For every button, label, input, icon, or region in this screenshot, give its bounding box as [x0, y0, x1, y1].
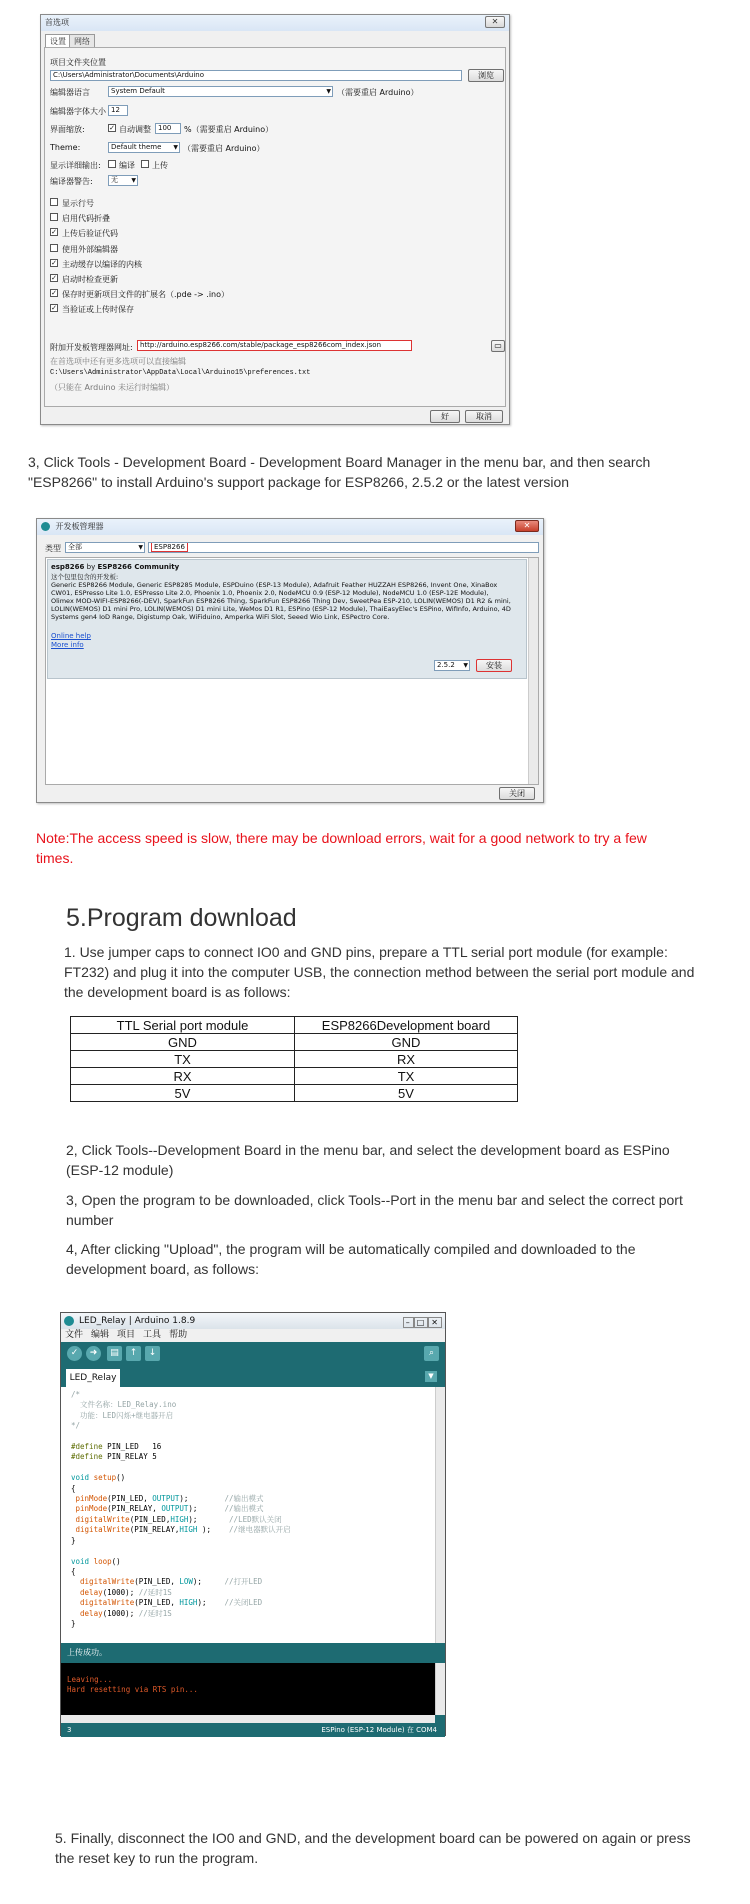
warnings-label: 编译器警告:	[50, 177, 93, 186]
table-cell: TX	[71, 1051, 295, 1068]
console-scrollbar[interactable]	[435, 1663, 445, 1715]
chevron-down-icon: ▼	[326, 88, 331, 95]
board-search-value: ESP8266	[151, 542, 188, 552]
arduino-icon	[41, 522, 50, 531]
line-number: 3	[67, 1726, 72, 1734]
preference-checkbox-label: 启动时检查更新	[62, 275, 118, 284]
preferences-dialog	[40, 14, 510, 425]
chevron-down-icon: ▼	[138, 544, 143, 551]
verbose-upload-label: 上传	[152, 161, 168, 170]
console-output	[61, 1663, 435, 1715]
preference-checkbox-label: 显示行号	[62, 199, 94, 208]
theme-value: Default theme	[111, 143, 162, 151]
ide-title: LED_Relay | Arduino 1.8.9	[79, 1316, 196, 1326]
tab-led-relay[interactable]: LED_Relay	[66, 1369, 120, 1387]
preference-checkbox-label: 启用代码折叠	[62, 214, 110, 224]
warnings-select[interactable]	[108, 175, 138, 186]
preference-checkbox[interactable]	[50, 213, 58, 221]
ide-toolbar	[61, 1342, 445, 1366]
sketchbook-label: 项目文件夹位置	[50, 58, 106, 67]
window-icon[interactable]: ▭	[491, 340, 505, 352]
boards-manager-title	[37, 519, 543, 535]
table-cell: 5V	[295, 1085, 518, 1102]
type-label: 类型	[45, 544, 61, 553]
boards-url-label: 附加开发板管理器网址:	[50, 343, 133, 352]
menu-help[interactable]: 帮助	[169, 1330, 188, 1340]
preference-checkbox-label: 保存时更新项目文件的扩展名（.pde -> .ino）	[62, 290, 230, 300]
upload-icon[interactable]: ➜	[86, 1346, 101, 1361]
board-list	[45, 557, 539, 785]
minimize-icon[interactable]: –	[403, 1317, 414, 1328]
editor-scrollbar[interactable]	[435, 1387, 445, 1643]
open-icon[interactable]: ↑	[126, 1346, 141, 1361]
table-cell: TX	[295, 1068, 518, 1085]
console-line: Hard resetting via RTS pin...	[67, 1685, 198, 1694]
menu-edit[interactable]: 编辑	[91, 1330, 110, 1340]
preference-checkbox-label: 主动缓存以编译的内核	[62, 259, 142, 269]
menu-file[interactable]: 文件	[65, 1330, 84, 1340]
connection-table	[70, 1016, 518, 1102]
step4-text: 4, After clicking "Upload", the program will be automatically compiled and downloaded to the development board, as follows:	[66, 1241, 636, 1277]
package-author: ESP8266 Community	[97, 563, 180, 571]
upload-status: 上传成功。	[61, 1643, 445, 1663]
chevron-down-icon: ▼	[131, 177, 136, 184]
language-value: System Default	[111, 87, 165, 95]
verify-icon[interactable]: ✓	[67, 1346, 82, 1361]
console-hscrollbar[interactable]	[61, 1715, 435, 1723]
note-text: Note:The access speed is slow, there may be download errors, wait for a good network to try a few times.	[36, 830, 647, 866]
verbose-label: 显示详细输出:	[50, 161, 101, 170]
ok-button[interactable]: 好	[430, 410, 460, 423]
board-port: ESPino (ESP-12 Module) 在 COM4	[321, 1726, 437, 1734]
scale-label: 界面缩放:	[50, 125, 85, 134]
theme-select[interactable]	[108, 142, 180, 153]
preference-checkbox-label: 当验证或上传时保存	[62, 305, 134, 315]
language-label: 编辑器语言	[50, 88, 90, 97]
verbose-upload-checkbox[interactable]	[141, 160, 149, 168]
preference-checkbox[interactable]: ✓	[51, 258, 57, 267]
preferences-title: 首选项	[41, 15, 509, 31]
table-row	[71, 1034, 518, 1051]
maximize-icon[interactable]: □	[414, 1317, 429, 1328]
table-row	[71, 1051, 518, 1068]
save-icon[interactable]: ↓	[145, 1346, 160, 1361]
package-header	[51, 563, 179, 571]
step5-text: 5. Finally, disconnect the IO0 and GND, and the development board can be powered on again or press the reset key to run the program.	[55, 1830, 691, 1866]
list-item[interactable]	[47, 559, 527, 679]
table-cell: RX	[71, 1068, 295, 1085]
preference-checkbox-label: 上传后验证代码	[62, 229, 118, 239]
table-row	[71, 1085, 518, 1102]
close-button[interactable]: 关闭	[499, 787, 535, 800]
version-value: 2.5.2	[437, 661, 455, 669]
boards-url-input[interactable]: http://arduino.esp8266.com/stable/package_esp8266com_index.json	[137, 340, 412, 351]
preference-checkbox[interactable]: ✓	[51, 289, 57, 298]
preference-checkbox[interactable]: ✓	[51, 274, 57, 282]
preference-checkbox[interactable]	[50, 244, 58, 252]
table-row	[71, 1068, 518, 1085]
menu-tools[interactable]: 工具	[143, 1330, 162, 1340]
verbose-compile-checkbox[interactable]	[108, 160, 116, 168]
step3-text: 3, Click Tools - Development Board - Development Board Manager in the menu bar, and then search "ESP8266" to install Arduino's support package for ESP8266, 2.5.2 or the latest version	[28, 454, 651, 490]
ide-title-bar	[61, 1313, 445, 1329]
code-editor[interactable]: /* 文件名称：LED_Relay.ino 功能：LED闪烁+继电器开启 */ #define PIN_LED 16 #define PIN_RELAY 5 void setup() { pinMode(PIN_LED, OUTPUT); //输出模式 pinMode(PIN_RELAY, OUTPUT); //输出模式 digitalWrite(PIN_LED,HIGH); //LED默认关闭 digitalWrite(PIN_RELAY,HIGH ); //继电器默认开启 } void loop() { digitalWrite(PIN_LED, LOW); //打开LED delay(1000); //延时1S digitalWrite(PIN_LED, HIGH); //关闭LED delay(1000); //延时1S }	[61, 1387, 435, 1643]
close-icon[interactable]: ✕	[428, 1317, 442, 1328]
table-cell: RX	[295, 1051, 518, 1068]
chevron-down-icon: ▼	[173, 144, 178, 151]
online-help-link[interactable]: Online help	[51, 632, 91, 640]
preference-checkbox[interactable]	[50, 198, 58, 206]
theme-label: Theme:	[50, 143, 81, 152]
font-size-input[interactable]: 12	[108, 105, 128, 116]
tab-settings[interactable]: 设置	[45, 34, 71, 48]
arduino-icon	[64, 1316, 74, 1326]
new-icon[interactable]: ▤	[107, 1346, 122, 1361]
close-icon[interactable]: ✕	[485, 16, 505, 28]
console-line: Leaving...	[67, 1675, 113, 1684]
prefs-file-path: C:\Users\Administrator\AppData\Local\Arduino15\preferences.txt	[50, 369, 311, 377]
table-cell: GND	[295, 1034, 518, 1051]
arduino-ide-window	[60, 1312, 446, 1736]
table-header: TTL Serial port module	[71, 1017, 295, 1034]
package-name: esp8266	[51, 563, 85, 571]
table-cell: GND	[71, 1034, 295, 1051]
settings-panel	[44, 47, 506, 407]
version-select[interactable]	[434, 660, 470, 671]
chevron-down-icon: ▼	[463, 662, 468, 669]
preference-checkbox[interactable]: ✓	[51, 304, 57, 313]
more-prefs-note: 在首选项中还有更多选项可以直接编辑	[50, 357, 186, 366]
step2-text: 2, Click Tools--Development Board in the menu bar, and select the development board as ESPino (ESP-12 module)	[66, 1142, 670, 1178]
more-info-link[interactable]: More info	[51, 641, 84, 649]
scale-note: %（需要重启 Arduino）	[184, 125, 274, 134]
package-boards: Generic ESP8266 Module, Generic ESP8285 Module, ESPDuino (ESP-13 Module), Adafruit Feather HUZZAH ESP8266, Invent One, XinaBox CW01, ESPresso Lite 1.0, ESPresso Lite 2.0, Phoenix 1.0, Phoenix 2.0, NodeMCU 0.9 (ESP-12 Module), NodeMCU 1.0 (ESP-12E Module), Olimex MOD-WIFI-ESP8266(-DEV), SparkFun ESP8266 Thing, SparkFun ESP8266 Thing Dev, SweetPea ESP-210, LOLIN(WEMOS) D1 R2 & mini, LOLIN(WEMOS) D1 mini Pro, LOLIN(WEMOS) D1 mini Lite, WeMos D1 R1, ESPino (ESP-12 Module), ThaiEasyElec's ESPino, WifInfo, Arduino, 4D Systems gen4 IoD Range, Digistump Oak, WiFiduino, Amperka WiFi Slot, Seeed Wio Link, ESPectro Core.	[51, 581, 511, 622]
serial-monitor-icon[interactable]: ⌕	[424, 1346, 439, 1361]
type-select[interactable]	[65, 542, 145, 553]
scrollbar[interactable]	[528, 558, 538, 784]
browse-button[interactable]: 浏览	[468, 69, 504, 82]
table-header: ESP8266Development board	[295, 1017, 518, 1034]
step1-text: 1. Use jumper caps to connect IO0 and GND pins, prepare a TTL serial port module (for example: FT232) and plug it into the computer USB, the connection method between the serial port module and the development board is as follows:	[64, 944, 695, 1000]
ide-tab-bar	[61, 1366, 445, 1387]
tab-menu-icon[interactable]: ▼	[425, 1371, 437, 1382]
table-cell: 5V	[71, 1085, 295, 1102]
auto-scale-checkbox[interactable]: ✓	[109, 124, 115, 132]
theme-note: （需要重启 Arduino）	[183, 144, 265, 153]
install-button[interactable]: 安装	[476, 659, 512, 672]
warnings-value: 无	[111, 176, 118, 184]
scale-input[interactable]: 100	[155, 123, 181, 134]
board-search-input[interactable]	[148, 542, 539, 553]
boards-manager-title-text: 开发板管理器	[55, 522, 104, 531]
package-by: by	[84, 563, 98, 571]
table-header-row	[71, 1017, 518, 1034]
language-restart-note: （需要重启 Arduino）	[337, 88, 419, 97]
font-size-label: 编辑器字体大小	[50, 107, 106, 116]
section-title: 5.Program download	[66, 904, 297, 932]
boards-manager-dialog	[36, 518, 544, 803]
cancel-button[interactable]: 取消	[465, 410, 503, 423]
auto-scale-label: 自动调整	[119, 125, 151, 134]
sketchbook-path-input[interactable]: C:\Users\Administrator\Documents\Arduino	[50, 70, 462, 81]
tab-network[interactable]: 网络	[69, 34, 95, 48]
menu-sketch[interactable]: 项目	[117, 1330, 136, 1340]
ide-menu-bar	[61, 1329, 445, 1342]
package-included-label: 这个包里包含的开发板:	[51, 573, 119, 581]
preference-checkbox-label: 使用外部编辑器	[62, 244, 118, 254]
close-icon[interactable]: ✕	[515, 520, 539, 532]
preference-checkbox[interactable]: ✓	[51, 228, 57, 237]
edit-note: （只能在 Arduino 未运行时编辑）	[50, 383, 175, 392]
ide-footer	[61, 1723, 445, 1737]
step3b-text: 3, Open the program to be downloaded, click Tools--Port in the menu bar and select the correct port number	[66, 1192, 683, 1228]
type-value: 全部	[68, 543, 82, 551]
verbose-compile-label: 编译	[119, 161, 135, 170]
language-select[interactable]	[108, 86, 333, 97]
